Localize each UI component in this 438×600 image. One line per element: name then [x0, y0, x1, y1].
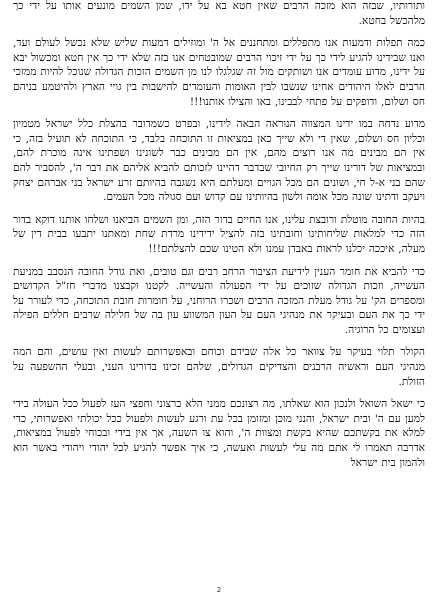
paragraph: כמה תפלות ודמעות אנו מתפללים ומתחננים אל ה' ומוזילים דמעות שליש שלא נכשל לעולם ועד, ואנו שבידינו להגיע לידי כך על ידי זיכוי הרבים שמובטחים אנו בזה שלא ידי כך אין חטא ומכשול יבא על ידינו, מדוע עומדים אנו ושותקים מול זה שגלגלו לנו מן השמים הזכות הגדולה שנוכל להיות ממזכי הרבים לאלו היהודים אחינו שנשבו לבין האומות והעומדים להישבות בין גויי הארץ ולהיטמע בניהם חס ושלום, ודופקים על פתחי לבבינו, באו והצילו אותנו!!! — [13, 37, 425, 108]
paragraph: כדי להביא את חומר הענין לידיעת הציבור הרחב רבים וגם טובים, ואת גודל החובה הנסבב במניעת העשייה, וזכות הגדולה שזוכים על ידי הפעולה והעשייה. לקטנו וקבצנו מדברי חז"ל הקדושים ומספרים הק' על גודל מעלת המזכה הרבים ושכרו הרוחני, על חומרות חובת התוכחה, כדי לעורר על ידי כך את העם ובעיקר את מנהיגי העם על העון המשווע עון בה של חלילה שרבים חללים הפילה ועצומים כל הרוגיה. — [13, 265, 425, 336]
paragraph: ותורותיו, שבזה הוא מזכה הרבים שאין חטא בא על ידו, שמן השמים מונעים אותו על ידי כך מלהכשל בחטא. — [13, 0, 425, 27]
paragraph: כי ישאל השואל ולנכון הוא שאלתו, מה רצונכם ממני הלא ברצוני וחפצי העז לפעול ככל העולה בידי למען עם ה' ובית ישראל, והנני מוכן ומזומן בכל עת ורגע לעשות ולפעול ככל יכולתי ואפשרותי, כדי למלא את בקשתכם שהיא בקשת ומצוות ה', והוא צו השעה, אך אין בידי ובכוחי לפעול במציאות, אדרבה תאמרו לי אתם מה עלי לעשות ואעשה, כי איך אפשר להגיע לכל יהודי ויהודי באשר הוא ולהמון בית ישראל — [13, 398, 425, 469]
page-number: 2 — [216, 586, 222, 594]
document-body — [13, 0, 425, 478]
paragraph: בהיות החובה מוטלת ורובצת עלינו, אנו החיים בדור הזה, ומן השמים הביאנו ושלחו אותנו דוקא בדור הזה כדי למלאות שליחותינו וחובתינו בזה להציל ידידינו מרדת שחת ומאתנו יתבעו בבית דין של מעלה, איככה יכלנו לראות באבדן עמנו ולא הטינו שכם להצלתם!!! — [13, 213, 425, 255]
paragraph: הקולר תלוי בעיקר על צוואר כל אלה שבידם וכוחם ובאפשרותם לעשות ואין עושים, והם המה מנהיגי העם וראשיה הרבנים והצדיקים הגדולים, שלהם זכינו בדורינו העני, ובעלי ההשפעה על הזולת. — [13, 346, 425, 388]
paragraph: מדוע נדחה במו ידינו המצווה הנוראה הבאה לידינו, ובפרט כשמדובר בהצלת כלל ישראל מטמיון וכליון חס ושלום, שאין די ולא שייך כאן במציאות זו התוכחה בלבד, כי התוכחה לא תועיל בזה, כי אין הם מבינים מה אנו רוצים מהם, אין הם מבינים כבר לשונינו ושפתינו אינה מוכרת להם, ובמציאות של דורינו שייך רק החיובי שבדבר דהיינו לזכותם להביא אליהם את דבר ה', להסביר להם שהם בני א-ל חי, ושונים הם מכל הגויים ומעלתם היא נשגבה בהיותם זרע ישראל בני אברהם יצחק ויעקב ודתינו שונה מכל אומה ולשון בהיותינו עם קדוש ועם סגולה מכל העמים. — [13, 118, 425, 204]
